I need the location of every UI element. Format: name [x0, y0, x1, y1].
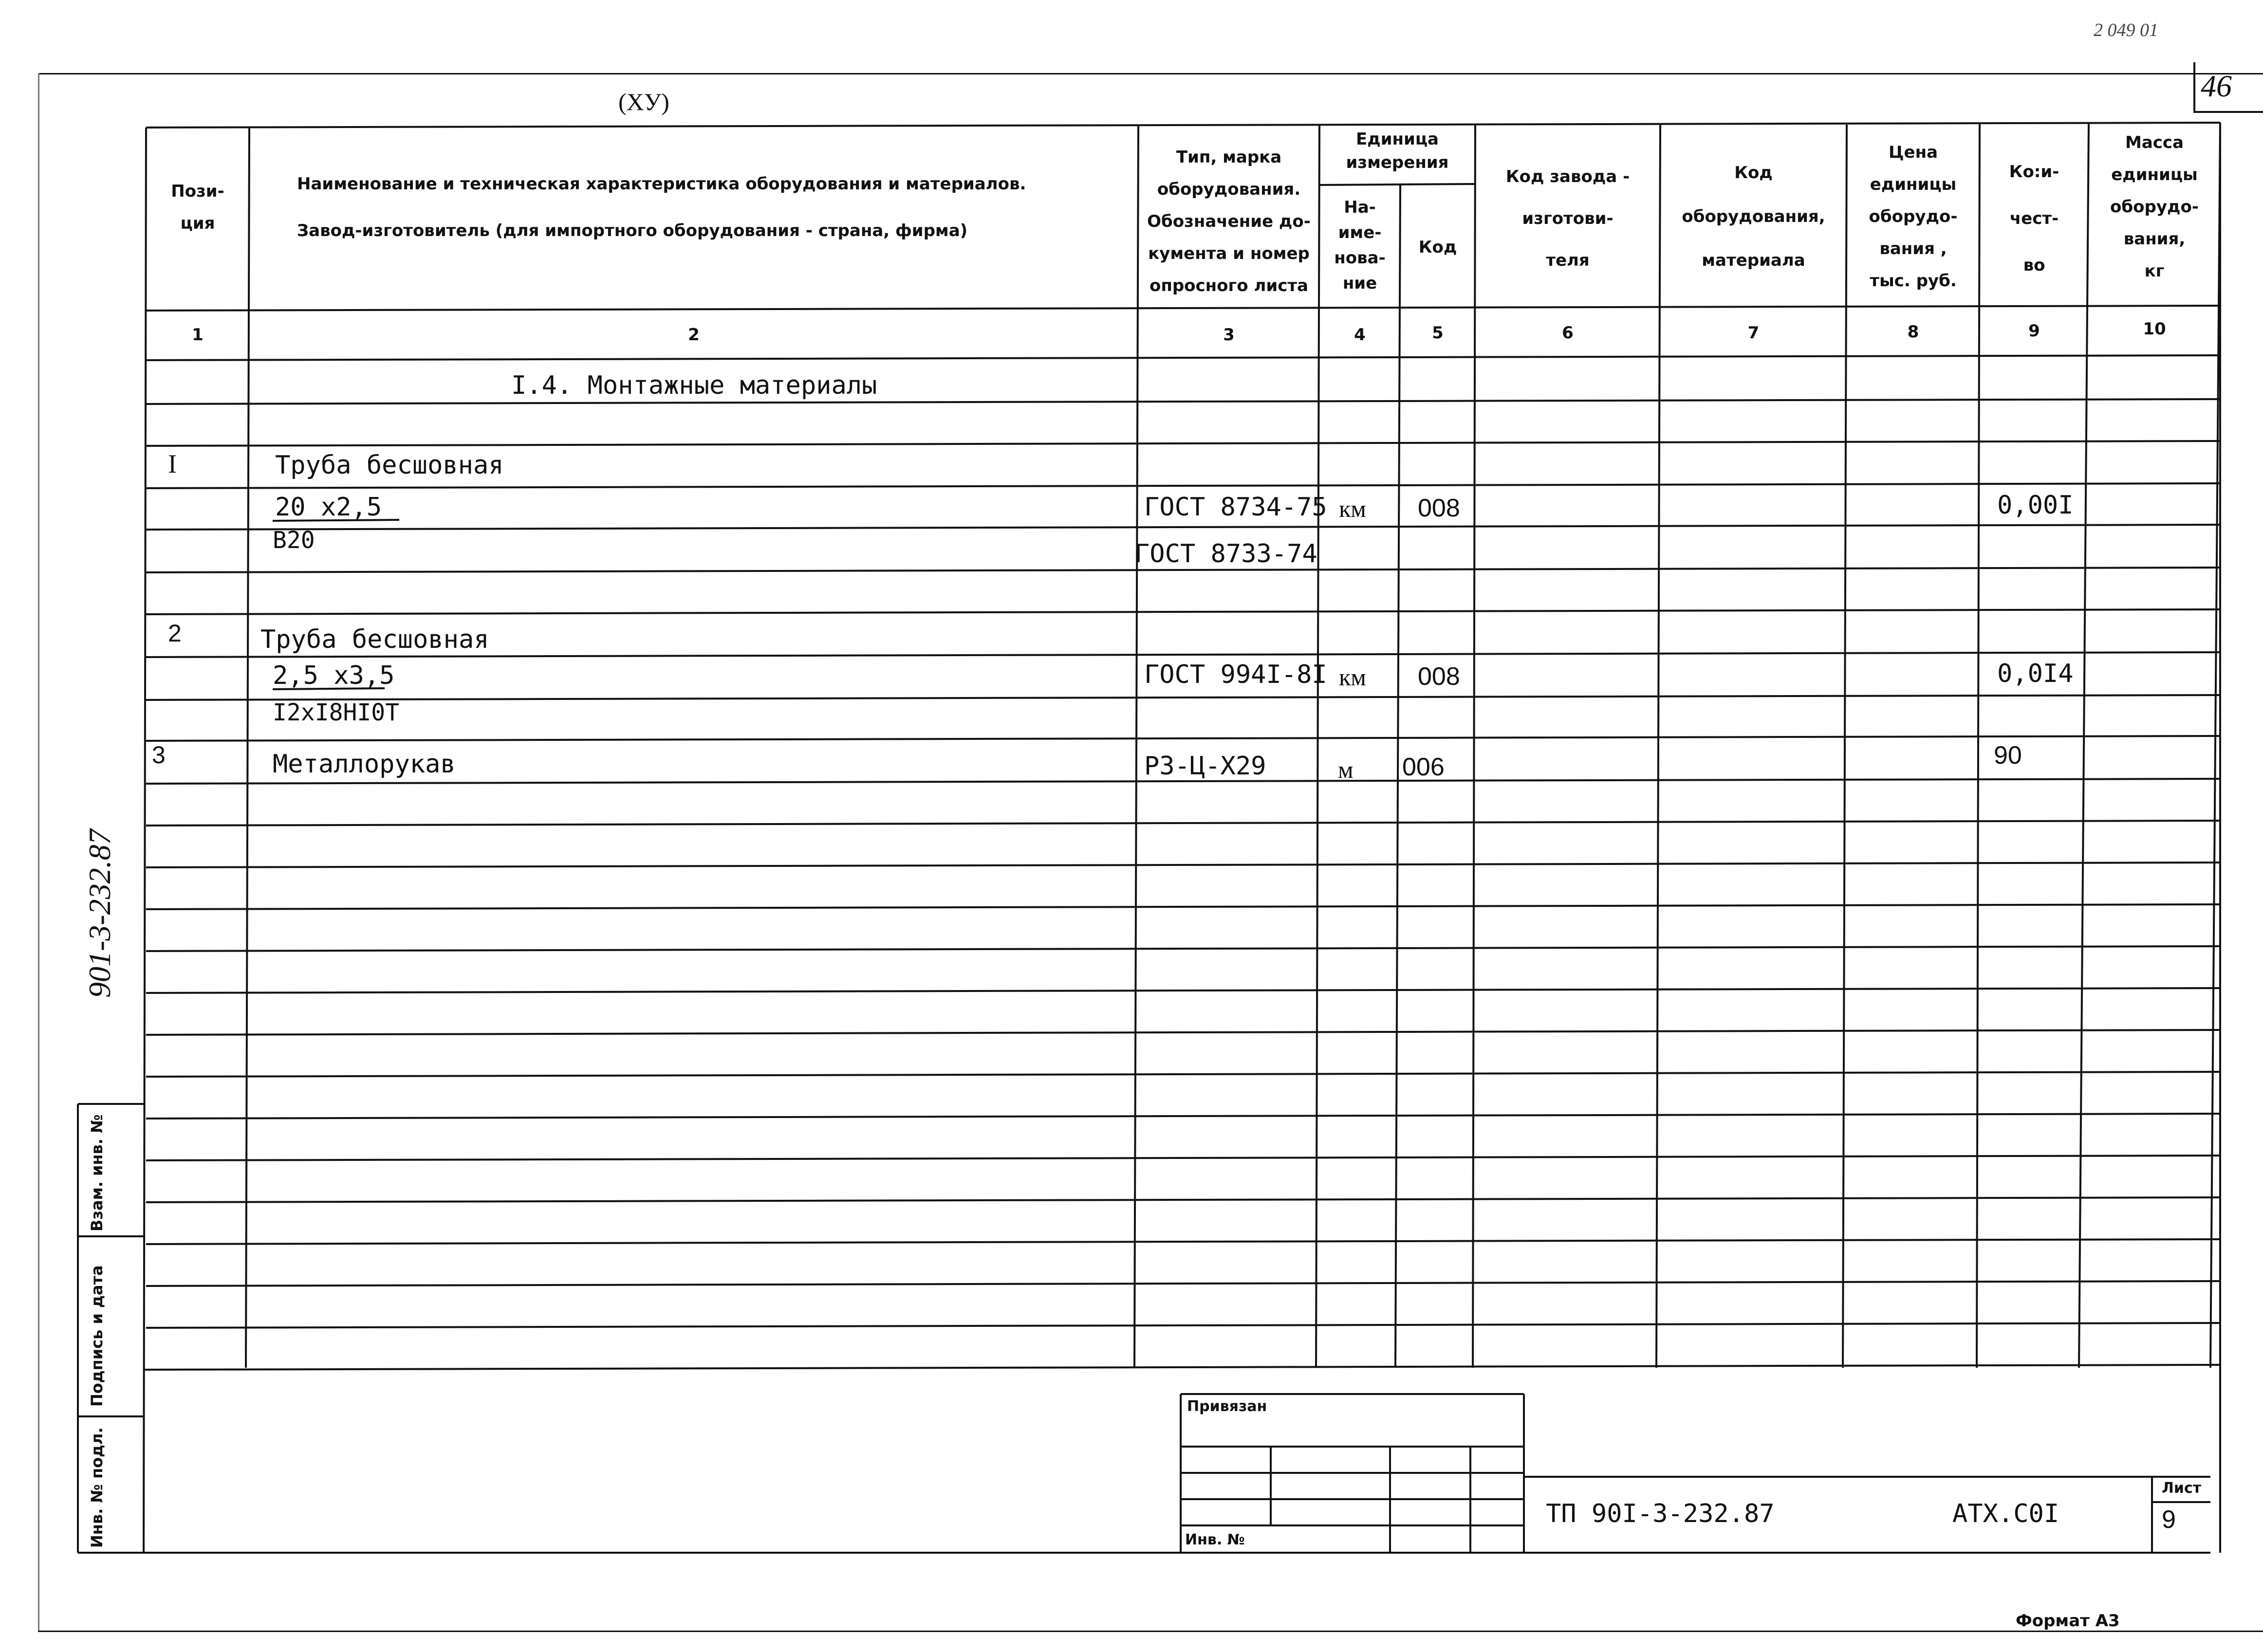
item-quantity: 90	[1994, 741, 2022, 770]
item-detail: 2,5 х3,5	[273, 661, 395, 690]
column-number: 6	[1562, 323, 1574, 343]
item-unit: м	[1338, 756, 1354, 783]
item-unit-code: 006	[1402, 753, 1445, 781]
doc-number: ТП 90I-3-232.87	[1546, 1499, 1775, 1528]
item-position: 2	[168, 620, 182, 647]
top-right-code: 2 049 01	[2094, 20, 2158, 40]
header-type: Тип, марка оборудования. Обозначение до- кумента и номер опросного листа	[1147, 147, 1311, 295]
column-number: 10	[2143, 319, 2166, 339]
item-unit-code: 008	[1418, 662, 1460, 691]
side-stamp-inv-original: Инв. № подл.	[88, 1427, 106, 1548]
item-name: Труба бесшовная	[260, 625, 489, 654]
item-document: ГОСТ 8733-74	[1134, 539, 1317, 569]
column-number: 2	[688, 325, 700, 345]
item-position: 3	[152, 741, 166, 769]
item-detail: В20	[273, 527, 315, 554]
section-title: I.4. Монтажные материалы	[511, 371, 877, 400]
item-document: ГОСТ 8734-75	[1144, 493, 1327, 522]
item-document: ГОСТ 994I-8I	[1144, 660, 1327, 689]
item-quantity: 0,0I4	[1997, 659, 2074, 688]
header-unit-name: На- име- нова- ние	[1334, 198, 1386, 293]
column-number: 8	[1907, 322, 1919, 342]
format-label: Формат А3	[2016, 1611, 2120, 1631]
header-unit-group: Единица измерения	[1346, 129, 1449, 172]
item-name: Металлорукав	[273, 750, 456, 779]
page-number: 46	[2201, 69, 2232, 103]
column-number: 4	[1354, 325, 1366, 345]
doc-code: АТХ.С0I	[1952, 1499, 2059, 1528]
item-name: Труба бесшовная	[275, 451, 504, 480]
item-quantity: 0,00I	[1997, 491, 2074, 520]
inv-label: Инв. №	[1185, 1531, 1245, 1548]
header-price: Цена единицы оборудо- вания , тыс. руб.	[1869, 143, 1958, 291]
sheet-number: 9	[2162, 1505, 2176, 1534]
item-unit: км	[1339, 495, 1366, 522]
header-factory-code: Код завода - изготови- теля	[1505, 167, 1630, 270]
item-unit: км	[1339, 663, 1366, 691]
column-number: 5	[1432, 323, 1444, 343]
header-unit-code: Код	[1418, 238, 1457, 257]
header-position: Пози- ция	[171, 182, 224, 233]
column-number: 1	[192, 325, 204, 345]
column-number: 7	[1747, 323, 1760, 343]
bound-label: Привязан	[1187, 1398, 1267, 1415]
item-detail: 20 х2,5	[275, 493, 382, 522]
side-stamp-signature-date: Подпись и дата	[88, 1265, 106, 1407]
side-stamp-replaced-inv: Взам. инв. №	[88, 1114, 106, 1231]
column-number: 9	[2028, 321, 2040, 341]
header-equipment-code: Код оборудования, материала	[1682, 163, 1825, 270]
column-number: 3	[1223, 325, 1235, 345]
system-code: (ХУ)	[618, 88, 669, 115]
header-quantity: Ко:и- чест- во	[2009, 162, 2059, 275]
header-name: Наименование и техническая характеристика оборудования и материалов. Завод-изготовитель (для импортного оборудования - страна, фирма)	[297, 174, 1026, 240]
item-position: I	[168, 449, 177, 478]
sheet-label: Лист	[2162, 1480, 2202, 1497]
item-detail: I2хI8НI0Т	[273, 699, 400, 726]
vertical-doc-code: 901-3-232.87	[82, 829, 117, 998]
item-unit-code: 008	[1418, 494, 1460, 522]
header-mass: Масса единицы оборудо- вания, кг	[2110, 133, 2199, 281]
item-document: Р3-Ц-Х29	[1144, 752, 1266, 781]
